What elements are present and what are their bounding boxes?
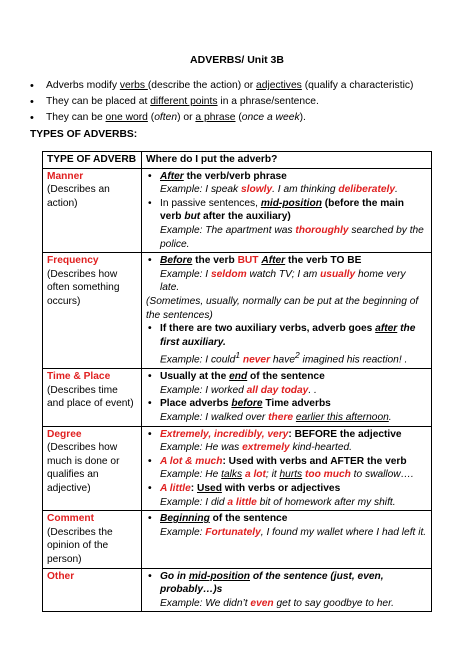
type-name: Frequency bbox=[47, 255, 99, 267]
type-cell bbox=[43, 511, 142, 568]
rule-text: the first auxiliary. bbox=[160, 323, 416, 348]
example-text: Example: The apartment was bbox=[160, 224, 296, 236]
example bbox=[160, 468, 427, 482]
text: ( bbox=[147, 112, 155, 123]
table-row bbox=[43, 369, 432, 426]
highlight-adverb: Fortunately bbox=[205, 526, 261, 538]
rule-text: In passive sentences, bbox=[160, 197, 261, 209]
rule-text: the verb/verb phrase bbox=[183, 170, 287, 182]
highlight-adverb: extremely bbox=[242, 442, 290, 454]
rule-item bbox=[146, 170, 427, 197]
example-text: . bbox=[395, 184, 398, 196]
rule-item bbox=[146, 322, 427, 367]
placement-cell bbox=[142, 568, 432, 612]
text: (qualify a characteristic) bbox=[301, 80, 414, 91]
rule-text: If there are two auxiliary verbs, adverb goes bbox=[160, 323, 376, 335]
type-cell bbox=[43, 426, 142, 511]
rule-text: Time adverbs bbox=[262, 398, 331, 410]
highlight-adverb: too much bbox=[305, 469, 351, 481]
type-description: (Describes time and place of event) bbox=[47, 384, 134, 410]
example-text: Example: I bbox=[160, 268, 211, 280]
rule-keyword: mid-position bbox=[260, 197, 322, 209]
underlined-verb: hurts bbox=[279, 469, 303, 481]
rule-item bbox=[146, 197, 427, 251]
table-row bbox=[43, 426, 432, 511]
adverb-types-table bbox=[42, 151, 432, 612]
example-text: Example: bbox=[160, 526, 206, 538]
example-text: Example: I speak bbox=[160, 184, 241, 196]
types-heading: TYPES OF ADVERBS: bbox=[30, 129, 138, 140]
rule-item bbox=[146, 482, 427, 509]
underlined-text: adjectives bbox=[256, 80, 302, 91]
highlight-adverb: A little bbox=[160, 483, 191, 495]
placement-cell bbox=[142, 426, 432, 511]
type-cell bbox=[43, 168, 142, 253]
rule-text: : BEFORE the adjective bbox=[288, 428, 402, 440]
highlight-adverb: all day today bbox=[246, 384, 309, 396]
rule-item bbox=[146, 370, 427, 397]
intro-bullet-list bbox=[28, 78, 458, 126]
rule-text: (before the main verb bbox=[160, 197, 405, 223]
rule-text: of the sentence bbox=[209, 513, 288, 525]
rule-text: of the sentence (just, even, probably…)s bbox=[160, 570, 384, 596]
rule-text: with verbs or adjectives bbox=[221, 483, 341, 495]
rule-item bbox=[146, 512, 427, 539]
text: They can be placed at bbox=[46, 96, 151, 107]
underlined-text: different points bbox=[150, 96, 218, 107]
underlined-text: one word bbox=[105, 112, 148, 123]
type-description: (Describes how much is done or qualifies an adjective) bbox=[47, 442, 120, 495]
rule-keyword: After bbox=[261, 255, 286, 267]
table-row bbox=[43, 568, 432, 612]
rule-keyword: Before bbox=[160, 255, 193, 267]
text: (describe the action) or bbox=[147, 80, 257, 91]
example-text: get to say goodbye to her. bbox=[273, 597, 394, 609]
rule-item bbox=[146, 254, 427, 295]
table-row bbox=[43, 253, 432, 369]
example-text: imagined his reaction! . bbox=[299, 354, 408, 366]
example-text: Example: I could bbox=[160, 354, 236, 366]
text: ( bbox=[235, 112, 242, 123]
text: They can be bbox=[46, 112, 106, 123]
example-text: Example: He bbox=[160, 469, 222, 481]
type-name: Degree bbox=[47, 428, 82, 440]
rule-text: after the auxiliary) bbox=[200, 211, 291, 223]
type-cell bbox=[43, 568, 142, 612]
highlight-adverb: there bbox=[268, 412, 294, 424]
example bbox=[160, 349, 427, 367]
example-text: , I found my wallet where I had left it. bbox=[260, 526, 427, 538]
header-placement: Where do I put the adverb? bbox=[142, 152, 432, 169]
type-cell bbox=[43, 253, 142, 369]
table-row bbox=[43, 168, 432, 253]
text: in a phrase/sentence. bbox=[217, 96, 319, 107]
example-text: Example: He was bbox=[160, 442, 243, 454]
type-description: (Describes how often something occurs) bbox=[47, 268, 120, 307]
highlight-adverb: A lot & much bbox=[160, 455, 223, 467]
example bbox=[160, 384, 427, 398]
highlight-adverb: a little bbox=[227, 496, 257, 508]
highlight-adverb: usually bbox=[320, 268, 356, 280]
placement-cell bbox=[142, 253, 432, 369]
placement-cell bbox=[142, 369, 432, 426]
underlined-phrase: earlier this afternoon bbox=[295, 412, 389, 424]
rule-keyword: Used bbox=[197, 483, 222, 495]
type-name: Other bbox=[47, 570, 75, 582]
example bbox=[160, 268, 427, 295]
example-text: have bbox=[270, 354, 295, 366]
type-cell bbox=[43, 369, 142, 426]
type-description: (Describes the opinion of the person) bbox=[47, 526, 113, 566]
example-text: . . bbox=[308, 384, 317, 396]
page-title: ADVERBS/ Unit 3B bbox=[190, 54, 284, 66]
example-text: Example: I worked bbox=[160, 384, 247, 396]
example-text: . I am thinking bbox=[272, 184, 339, 196]
rule-keyword: end bbox=[229, 371, 248, 383]
rule-text: : Used with verbs and AFTER the verb bbox=[222, 455, 407, 467]
placement-cell bbox=[142, 168, 432, 253]
highlight-word: BUT bbox=[237, 255, 259, 267]
rule-keyword: After bbox=[160, 170, 184, 182]
example-text: Example: I did bbox=[160, 496, 228, 508]
highlight-adverb: never bbox=[240, 354, 271, 366]
example-text: bit of homework after my shift. bbox=[256, 496, 396, 508]
rule-text: Go in bbox=[160, 570, 189, 582]
rule-text: of the sentence bbox=[247, 371, 325, 383]
type-name: Manner bbox=[47, 170, 84, 182]
placement-cell bbox=[142, 511, 432, 568]
example-text: ; it bbox=[265, 469, 280, 481]
italic-text: once a week bbox=[241, 112, 300, 123]
rule-item bbox=[146, 570, 427, 611]
rule-keyword: Beginning bbox=[160, 513, 210, 525]
example-text: Example: We didn’t bbox=[160, 597, 251, 609]
example bbox=[160, 441, 427, 455]
underlined-verb: talks bbox=[221, 469, 243, 481]
example-text: to swallow…. bbox=[350, 469, 414, 481]
highlight-adverb: a lot bbox=[244, 469, 266, 481]
rule-text: Place adverbs bbox=[160, 398, 232, 410]
example-text: searched by the police. bbox=[160, 224, 424, 250]
example bbox=[160, 224, 427, 251]
highlight-adverb: slowly bbox=[240, 184, 273, 196]
example bbox=[160, 411, 427, 425]
example-text: watch TV; I am bbox=[246, 268, 321, 280]
frequency-note: (Sometimes, usually, normally can be put at the beginning of the sentences) bbox=[146, 295, 419, 321]
intro-bullet bbox=[28, 110, 458, 126]
type-name: Comment bbox=[47, 513, 94, 525]
highlight-adverb: thoroughly bbox=[295, 224, 349, 236]
example bbox=[160, 597, 427, 611]
rule-item bbox=[146, 397, 427, 424]
underlined-text: verbs bbox=[119, 80, 148, 91]
highlight-adverb: even bbox=[250, 597, 274, 609]
example-text: kind-hearted. bbox=[289, 442, 352, 454]
example bbox=[160, 183, 427, 197]
example-text: Example: I walked over bbox=[160, 412, 269, 424]
rule-text: Usually at the bbox=[160, 371, 230, 383]
rule-keyword: after bbox=[375, 323, 398, 335]
intro-bullet bbox=[28, 94, 458, 110]
example bbox=[160, 526, 427, 540]
rule-text: the verb bbox=[192, 255, 238, 267]
table-header-row bbox=[43, 152, 432, 169]
rule-keyword: before bbox=[231, 398, 263, 410]
type-name: Time & Place bbox=[47, 371, 111, 383]
superscript: 2 bbox=[294, 350, 300, 361]
table-row bbox=[43, 511, 432, 568]
header-type: TYPE OF ADVERB bbox=[43, 152, 142, 169]
highlight-adverb: seldom bbox=[210, 268, 247, 280]
example-text: . bbox=[388, 412, 392, 424]
rule-item bbox=[146, 455, 427, 482]
example-text: home very late. bbox=[160, 268, 406, 294]
rule-text: the verb TO BE bbox=[285, 255, 362, 267]
underlined-text: a phrase bbox=[195, 112, 236, 123]
italic-text: often bbox=[154, 112, 178, 123]
rule-keyword: mid-position bbox=[188, 570, 250, 582]
superscript: 1 bbox=[235, 350, 241, 361]
text: ) or bbox=[177, 112, 196, 123]
rule-text: but bbox=[184, 211, 201, 223]
rule-item bbox=[146, 428, 427, 455]
text: ). bbox=[299, 112, 306, 123]
rule-text: : bbox=[190, 483, 197, 495]
type-description: (Describes an action) bbox=[47, 184, 110, 209]
text: Adverbs modify bbox=[46, 80, 120, 91]
example bbox=[160, 496, 427, 510]
intro-bullet bbox=[28, 78, 458, 94]
highlight-adverb: Extremely, incredibly, very bbox=[160, 428, 289, 440]
highlight-adverb: deliberately bbox=[338, 184, 395, 196]
